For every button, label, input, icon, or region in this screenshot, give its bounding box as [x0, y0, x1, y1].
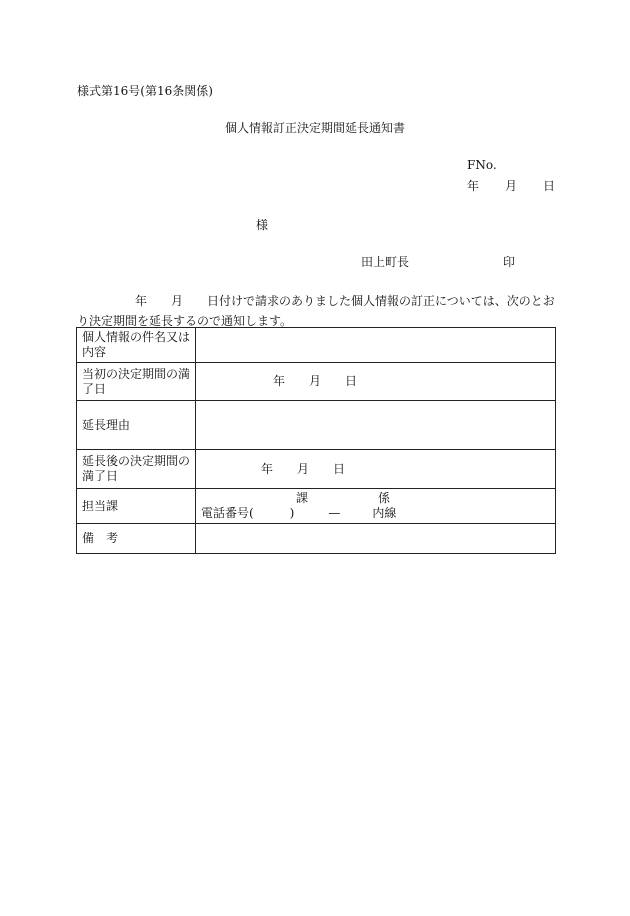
table-row: [77, 450, 556, 489]
extension-label: 内線: [372, 506, 397, 520]
original-deadline-day: 日: [345, 374, 358, 388]
department-kakari: 係: [378, 491, 391, 505]
row-value-reason: [196, 401, 556, 450]
row-label-extended-deadline: 延長後の決定期間の満了日: [77, 450, 196, 489]
table-row: [77, 363, 556, 401]
row-value-original-deadline: [196, 363, 556, 401]
row-value-remarks: [196, 524, 556, 554]
notice-body-line-1: 年 月 日付けで請求のありました個人情報の訂正については、次のとお: [135, 294, 555, 308]
issue-date-month: 月: [505, 179, 518, 193]
file-number-label: FNo.: [467, 158, 497, 172]
phone-label: 電話番号( ): [201, 506, 295, 520]
extended-deadline-year: 年: [261, 461, 274, 476]
sender-name: 田上町長: [361, 255, 410, 269]
original-deadline-year: 年: [273, 374, 286, 388]
extended-deadline-month: 月: [297, 461, 310, 476]
row-label-subject: 個人情報の件名又は内容: [77, 328, 196, 363]
table-row: [77, 401, 556, 450]
row-value-subject: [196, 328, 556, 363]
original-deadline-month: 月: [309, 374, 322, 388]
form-number-label: 様式第16号(第16条関係): [77, 84, 213, 98]
notice-body-line-2: り決定期間を延長するので通知します。: [77, 314, 293, 328]
seal-mark: 印: [503, 255, 516, 269]
row-value-extended-deadline: [196, 450, 556, 489]
row-value-department: [196, 489, 556, 524]
issue-date: [467, 179, 555, 193]
row-label-reason: 延長理由: [77, 401, 196, 450]
phone-line: [201, 506, 550, 521]
table-row: [77, 524, 556, 554]
document-title: 個人情報訂正決定期間延長通知書: [224, 121, 405, 135]
department-line: [201, 491, 550, 506]
issue-date-day: 日: [543, 179, 556, 193]
addressee-suffix: 様: [256, 218, 269, 232]
issue-date-year: 年: [467, 179, 480, 193]
department-ka: 課: [296, 491, 309, 505]
row-label-department: 担当課: [77, 489, 196, 524]
notice-body: [77, 291, 557, 331]
extended-deadline-day: 日: [333, 461, 346, 476]
table-row: [77, 489, 556, 524]
row-label-original-deadline: 当初の決定期間の満了日: [77, 363, 196, 401]
row-label-remarks: 備 考: [77, 524, 196, 554]
phone-dash: —: [328, 506, 341, 520]
notice-table: [76, 327, 556, 554]
table-row: [77, 328, 556, 363]
